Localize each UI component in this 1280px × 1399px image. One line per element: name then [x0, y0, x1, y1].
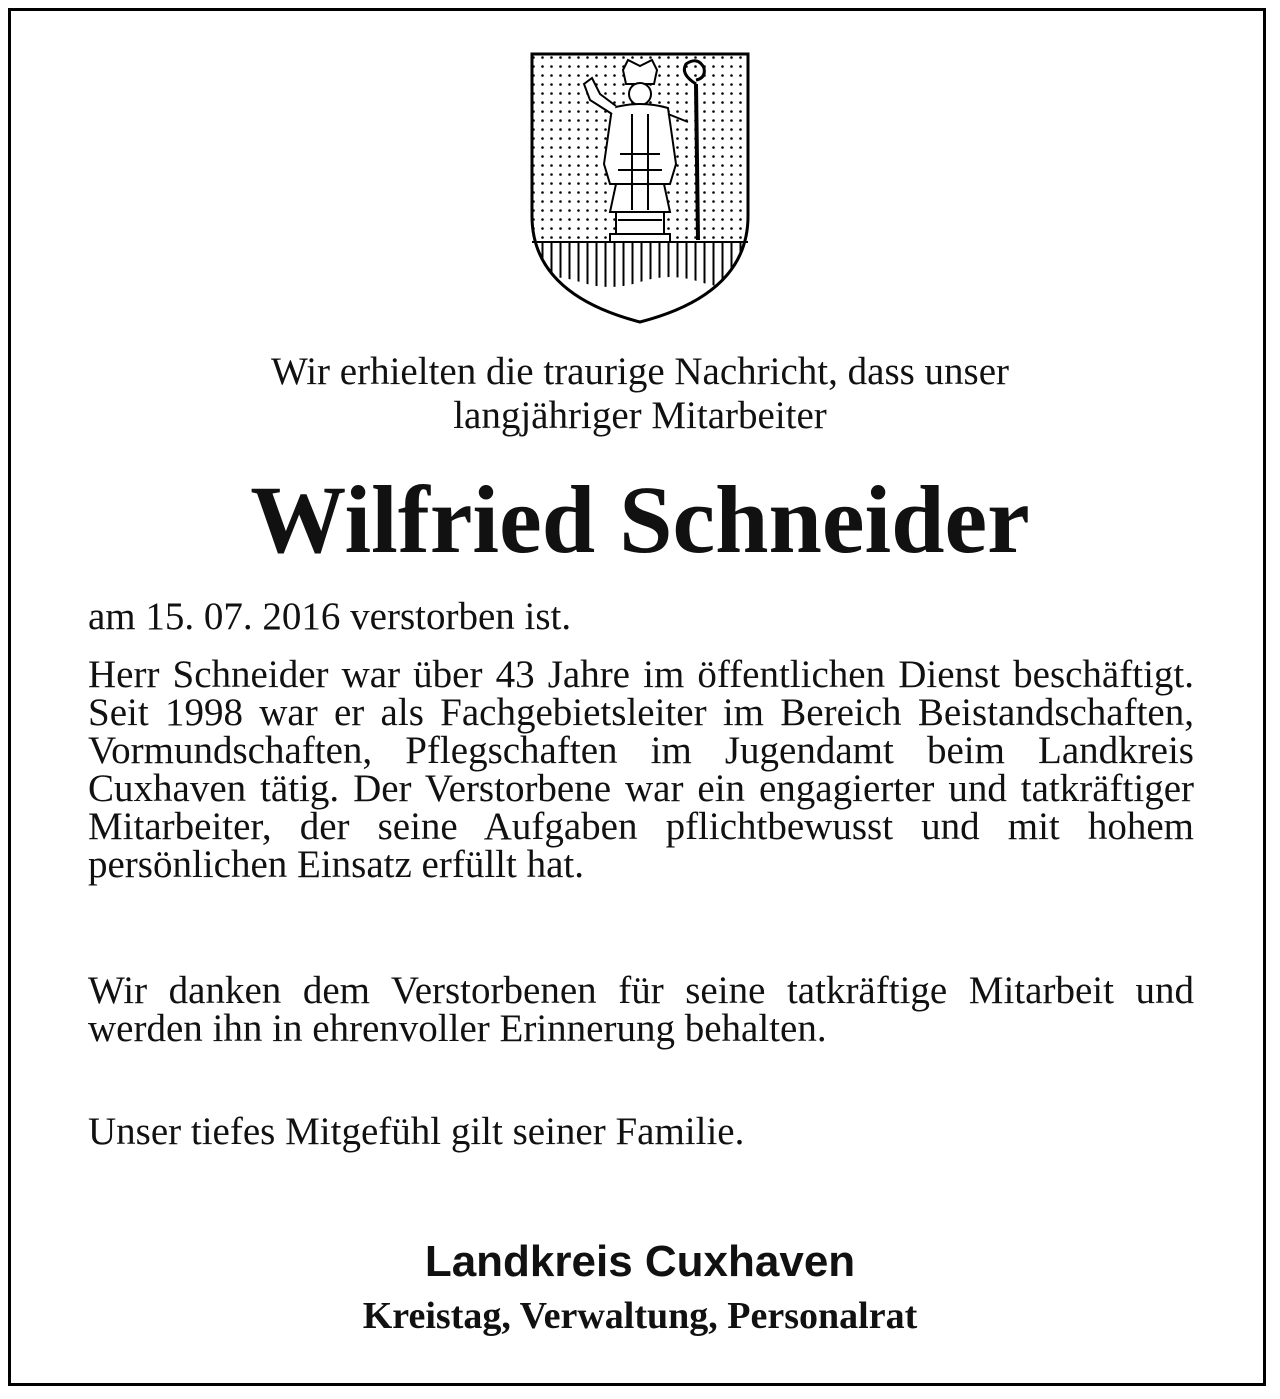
career-paragraph: Herr Schneider war über 43 Jahre im öffentlichen Dienst beschäftigt. Seit 1998 war er als Fachgebietsleiter im Bereich Beistandschaften, Vormundschaften, Pflegschaften im Jugendamt beim Landkreis Cuxhaven tätig. Der Verstorbene war ein engagierter und tatkräftiger Mitarbeiter, der seine Aufgaben pflichtbewusst und mit hohem persönlichen Einsatz erfüllt hat. [88, 653, 1194, 886]
coat-of-arms-icon [520, 44, 760, 328]
signature-organisation: Landkreis Cuxhaven [424, 1237, 856, 1286]
deceased-name: Wilfried Schneider [250, 466, 1030, 573]
intro-line-1: Wir erhielten die traurige Nachricht, dass unser [270, 350, 1010, 393]
signature-bodies: Kreistag, Verwaltung, Personalrat [362, 1295, 918, 1337]
thanks-paragraph: Wir danken dem Verstorbenen für seine tatkräftige Mitarbeit und werden ihn in ehrenvoller Erinnerung behalten. [88, 969, 1194, 1050]
date-of-death: am 15. 07. 2016 verstorben ist. [88, 595, 572, 638]
intro-line-2: langjähriger Mitarbeiter [453, 394, 827, 437]
condolence-paragraph: Unser tiefes Mitgefühl gilt seiner Familie. [88, 1110, 745, 1153]
